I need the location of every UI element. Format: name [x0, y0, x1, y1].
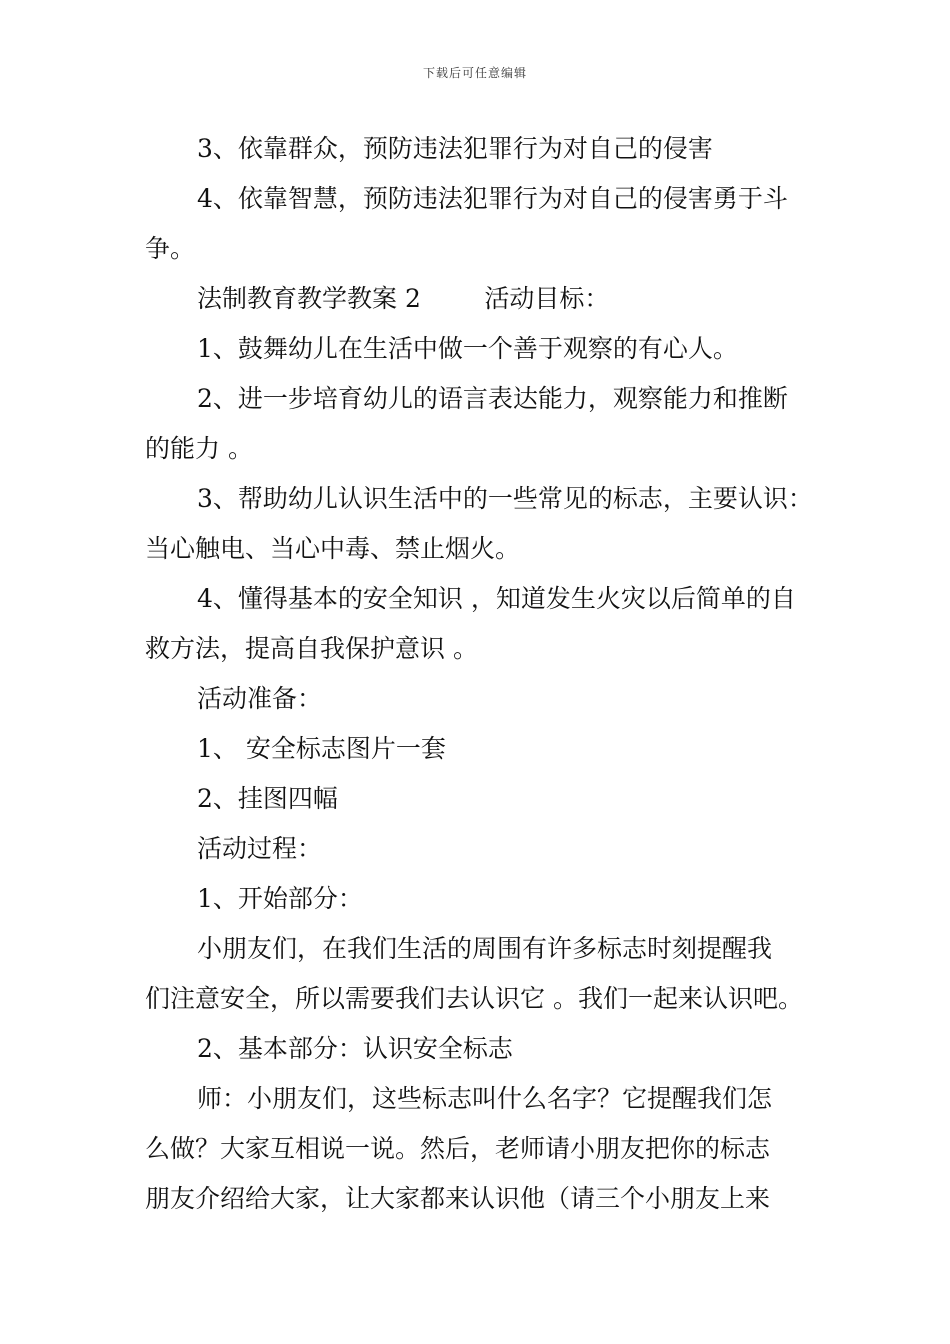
paragraph-line: 4、依靠智慧，预防违法犯罪行为对自己的侵害勇于斗 [197, 184, 788, 213]
paragraph-line: 救方法，提高自我保护意识 。 [145, 634, 478, 663]
paragraph-line: 4、懂得基本的安全知识 ，知道发生火灾以后简单的自 [197, 584, 796, 613]
paragraph-line: 争。 [145, 234, 196, 263]
paragraph-line: 3、依靠群众，预防违法犯罪行为对自己的侵害 [197, 134, 713, 163]
paragraph-line: 么做？大家互相说一说。然后，老师请小朋友把你的标志 [145, 1134, 771, 1163]
paragraph-line: 们注意安全，所以需要我们去认识它 。我们一起来认识吧。 [145, 984, 803, 1013]
page-header: 下载后可任意编辑 [422, 66, 527, 80]
list-item: 2、挂图四幅 [197, 784, 338, 813]
paragraph-line: 2、进一步培育幼儿的语言表达能力，观察能力和推断 [197, 384, 788, 413]
section-heading: 活动准备： [197, 684, 323, 713]
paragraph-line: 3、帮助幼儿认识生活中的一些常见的标志，主要认识： [197, 484, 813, 513]
paragraph-line: 当心触电、当心中毒、禁止烟火。 [145, 534, 521, 563]
section-heading: 法制教育教学教案 2 活动目标： [197, 284, 610, 313]
list-item: 1、 安全标志图片一套 [197, 734, 446, 763]
list-item: 2、基本部分：认识安全标志 [197, 1034, 513, 1063]
paragraph-line: 朋友介绍给大家，让大家都来认识他（请三个小朋友上来 [145, 1184, 771, 1213]
paragraph-line: 的能力 。 [145, 434, 253, 463]
list-item: 1、开始部分： [197, 884, 363, 913]
paragraph-line: 师：小朋友们，这些标志叫什么名字？它提醒我们怎 [197, 1084, 773, 1113]
document-body [145, 124, 813, 1224]
section-heading: 活动过程： [197, 834, 323, 863]
paragraph-line: 小朋友们，在我们生活的周围有许多标志时刻提醒我 [197, 934, 773, 963]
paragraph-line: 1、鼓舞幼儿在生活中做一个善于观察的有心人。 [197, 334, 738, 363]
